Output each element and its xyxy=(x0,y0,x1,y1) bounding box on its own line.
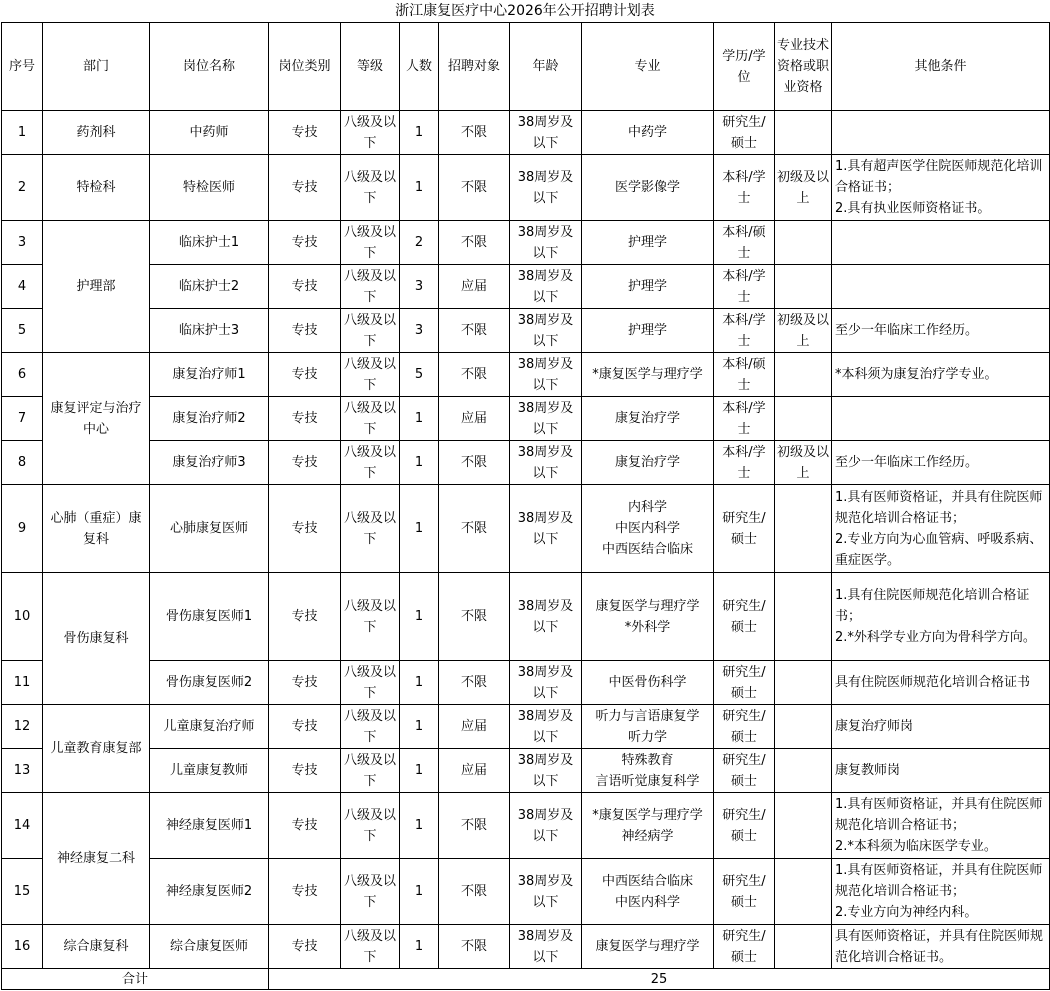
cell-other xyxy=(832,397,1050,441)
cell-count: 3 xyxy=(400,309,439,353)
cell-education: 研究生/硕士 xyxy=(714,573,775,661)
cell-position: 康复治疗师2 xyxy=(150,397,269,441)
cell-other: 1.具有医师资格证，并具有住院医师规范化培训合格证书； 2.专业方向为神经内科。 xyxy=(832,859,1050,925)
cell-other: 康复教师岗 xyxy=(832,749,1050,793)
cell-education: 本科/硕士 xyxy=(714,221,775,265)
cell-major: *康复医学与理疗学 xyxy=(582,353,714,397)
cell-count: 1 xyxy=(400,705,439,749)
cell-category: 专技 xyxy=(269,221,341,265)
cell-target: 应届 xyxy=(439,397,510,441)
cell-qualification xyxy=(775,749,832,793)
cell-other: 至少一年临床工作经历。 xyxy=(832,309,1050,353)
cell-other: 1.具有超声医学住院医师规范化培训合格证书； 2.具有执业医师资格证书。 xyxy=(832,155,1050,221)
cell-count: 1 xyxy=(400,661,439,705)
cell-level: 八级及以下 xyxy=(341,859,400,925)
table-row xyxy=(2,111,1050,155)
cell-target: 不限 xyxy=(439,859,510,925)
cell-major: 医学影像学 xyxy=(582,155,714,221)
total-row xyxy=(2,969,1050,990)
cell-level: 八级及以下 xyxy=(341,485,400,573)
cell-count: 1 xyxy=(400,749,439,793)
cell-age: 38周岁及以下 xyxy=(510,859,582,925)
cell-other: 具有医师资格证，并具有住院医师规范化培训合格证书。 xyxy=(832,925,1050,969)
cell-position: 康复治疗师1 xyxy=(150,353,269,397)
cell-level: 八级及以下 xyxy=(341,221,400,265)
header-row xyxy=(2,23,1050,111)
cell-category: 专技 xyxy=(269,793,341,859)
cell-seq: 8 xyxy=(2,441,43,485)
cell-major: 护理学 xyxy=(582,265,714,309)
cell-target: 不限 xyxy=(439,485,510,573)
cell-dept: 护理部 xyxy=(43,221,150,353)
cell-qualification xyxy=(775,661,832,705)
cell-age: 38周岁及以下 xyxy=(510,397,582,441)
table-row xyxy=(2,221,1050,265)
cell-education: 研究生/硕士 xyxy=(714,705,775,749)
cell-qualification xyxy=(775,793,832,859)
cell-qualification xyxy=(775,705,832,749)
cell-target: 不限 xyxy=(439,309,510,353)
cell-level: 八级及以下 xyxy=(341,705,400,749)
cell-other xyxy=(832,111,1050,155)
header-other: 其他条件 xyxy=(832,23,1050,111)
cell-other: 1.具有医师资格证，并具有住院医师规范化培训合格证书； 2.*本科须为临床医学专业。 xyxy=(832,793,1050,859)
cell-target: 不限 xyxy=(439,111,510,155)
cell-other: 1.具有住院医师规范化培训合格证书； 2.*外科学专业方向为骨科学方向。 xyxy=(832,573,1050,661)
cell-position: 骨伤康复医师2 xyxy=(150,661,269,705)
cell-seq: 13 xyxy=(2,749,43,793)
cell-level: 八级及以下 xyxy=(341,353,400,397)
cell-age: 38周岁及以下 xyxy=(510,925,582,969)
page-title: 浙江康复医疗中心2026年公开招聘计划表 xyxy=(395,3,655,19)
cell-count: 1 xyxy=(400,485,439,573)
header-education: 学历/学位 xyxy=(714,23,775,111)
table-row xyxy=(2,705,1050,749)
cell-seq: 14 xyxy=(2,793,43,859)
cell-qualification xyxy=(775,859,832,925)
cell-category: 专技 xyxy=(269,749,341,793)
cell-count: 1 xyxy=(400,925,439,969)
table-row xyxy=(2,573,1050,661)
cell-qualification xyxy=(775,111,832,155)
cell-qualification xyxy=(775,397,832,441)
cell-position: 儿童康复治疗师 xyxy=(150,705,269,749)
cell-education: 本科/学士 xyxy=(714,155,775,221)
header-position: 岗位名称 xyxy=(150,23,269,111)
cell-position: 心肺康复医师 xyxy=(150,485,269,573)
cell-position: 康复治疗师3 xyxy=(150,441,269,485)
table-row xyxy=(2,155,1050,221)
cell-count: 1 xyxy=(400,111,439,155)
cell-education: 本科/学士 xyxy=(714,265,775,309)
cell-education: 研究生/硕士 xyxy=(714,661,775,705)
cell-other: *本科须为康复治疗学专业。 xyxy=(832,353,1050,397)
cell-count: 1 xyxy=(400,397,439,441)
cell-level: 八级及以下 xyxy=(341,155,400,221)
cell-age: 38周岁及以下 xyxy=(510,749,582,793)
table-row xyxy=(2,661,1050,705)
cell-major: *康复医学与理疗学 神经病学 xyxy=(582,793,714,859)
cell-count: 1 xyxy=(400,155,439,221)
header-count: 人数 xyxy=(400,23,439,111)
cell-position: 儿童康复教师 xyxy=(150,749,269,793)
cell-level: 八级及以下 xyxy=(341,441,400,485)
cell-position: 神经康复医师2 xyxy=(150,859,269,925)
cell-qualification xyxy=(775,925,832,969)
cell-level: 八级及以下 xyxy=(341,925,400,969)
cell-count: 1 xyxy=(400,573,439,661)
cell-other: 1.具有医师资格证，并具有住院医师规范化培训合格证书； 2.专业方向为心血管病、呼吸系病、重症医学。 xyxy=(832,485,1050,573)
cell-category: 专技 xyxy=(269,309,341,353)
cell-education: 研究生/硕士 xyxy=(714,111,775,155)
header-dept: 部门 xyxy=(43,23,150,111)
table-row xyxy=(2,749,1050,793)
cell-seq: 6 xyxy=(2,353,43,397)
cell-position: 中药师 xyxy=(150,111,269,155)
cell-other xyxy=(832,221,1050,265)
cell-major: 康复治疗学 xyxy=(582,397,714,441)
header-qualification: 专业技术资格或职业资格 xyxy=(775,23,832,111)
cell-position: 综合康复医师 xyxy=(150,925,269,969)
recruitment-table xyxy=(1,22,1050,990)
cell-qualification xyxy=(775,573,832,661)
table-row xyxy=(2,265,1050,309)
cell-category: 专技 xyxy=(269,265,341,309)
cell-education: 本科/学士 xyxy=(714,309,775,353)
cell-target: 不限 xyxy=(439,925,510,969)
cell-other: 至少一年临床工作经历。 xyxy=(832,441,1050,485)
cell-major: 护理学 xyxy=(582,221,714,265)
cell-age: 38周岁及以下 xyxy=(510,111,582,155)
cell-category: 专技 xyxy=(269,859,341,925)
cell-education: 本科/学士 xyxy=(714,441,775,485)
cell-education: 研究生/硕士 xyxy=(714,749,775,793)
cell-target: 不限 xyxy=(439,353,510,397)
cell-category: 专技 xyxy=(269,441,341,485)
cell-education: 本科/硕士 xyxy=(714,353,775,397)
cell-seq: 12 xyxy=(2,705,43,749)
cell-qualification xyxy=(775,221,832,265)
cell-qualification: 初级及以上 xyxy=(775,441,832,485)
cell-age: 38周岁及以下 xyxy=(510,221,582,265)
table-row xyxy=(2,397,1050,441)
table-row xyxy=(2,793,1050,859)
cell-major: 听力与言语康复学 听力学 xyxy=(582,705,714,749)
table-row xyxy=(2,925,1050,969)
cell-age: 38周岁及以下 xyxy=(510,441,582,485)
cell-level: 八级及以下 xyxy=(341,793,400,859)
cell-seq: 10 xyxy=(2,573,43,661)
cell-major: 康复医学与理疗学 xyxy=(582,925,714,969)
cell-position: 神经康复医师1 xyxy=(150,793,269,859)
cell-category: 专技 xyxy=(269,111,341,155)
cell-category: 专技 xyxy=(269,397,341,441)
cell-major: 中西医结合临床 中医内科学 xyxy=(582,859,714,925)
table-row xyxy=(2,353,1050,397)
cell-qualification xyxy=(775,265,832,309)
cell-age: 38周岁及以下 xyxy=(510,309,582,353)
cell-dept: 骨伤康复科 xyxy=(43,573,150,705)
cell-seq: 15 xyxy=(2,859,43,925)
cell-dept: 神经康复二科 xyxy=(43,793,150,925)
cell-position: 骨伤康复医师1 xyxy=(150,573,269,661)
cell-count: 1 xyxy=(400,859,439,925)
cell-dept: 心肺（重症）康复科 xyxy=(43,485,150,573)
cell-dept: 综合康复科 xyxy=(43,925,150,969)
cell-seq: 2 xyxy=(2,155,43,221)
header-level: 等级 xyxy=(341,23,400,111)
cell-age: 38周岁及以下 xyxy=(510,793,582,859)
cell-count: 3 xyxy=(400,265,439,309)
cell-position: 临床护士1 xyxy=(150,221,269,265)
cell-seq: 1 xyxy=(2,111,43,155)
header-category: 岗位类别 xyxy=(269,23,341,111)
table-row xyxy=(2,859,1050,925)
cell-position: 临床护士3 xyxy=(150,309,269,353)
cell-age: 38周岁及以下 xyxy=(510,705,582,749)
cell-category: 专技 xyxy=(269,573,341,661)
cell-qualification xyxy=(775,485,832,573)
cell-target: 应届 xyxy=(439,749,510,793)
cell-age: 38周岁及以下 xyxy=(510,485,582,573)
cell-qualification: 初级及以上 xyxy=(775,155,832,221)
cell-other: 具有住院医师规范化培训合格证书 xyxy=(832,661,1050,705)
cell-major: 中药学 xyxy=(582,111,714,155)
cell-age: 38周岁及以下 xyxy=(510,353,582,397)
cell-age: 38周岁及以下 xyxy=(510,265,582,309)
cell-other: 康复治疗师岗 xyxy=(832,705,1050,749)
cell-position: 特检医师 xyxy=(150,155,269,221)
cell-target: 不限 xyxy=(439,155,510,221)
cell-education: 研究生/硕士 xyxy=(714,859,775,925)
cell-target: 应届 xyxy=(439,265,510,309)
cell-level: 八级及以下 xyxy=(341,397,400,441)
cell-count: 1 xyxy=(400,441,439,485)
cell-category: 专技 xyxy=(269,705,341,749)
cell-position: 临床护士2 xyxy=(150,265,269,309)
cell-age: 38周岁及以下 xyxy=(510,661,582,705)
header-age: 年龄 xyxy=(510,23,582,111)
cell-seq: 5 xyxy=(2,309,43,353)
total-value: 25 xyxy=(269,969,1050,990)
cell-target: 应届 xyxy=(439,705,510,749)
total-label: 合计 xyxy=(2,969,269,990)
cell-education: 研究生/硕士 xyxy=(714,793,775,859)
cell-level: 八级及以下 xyxy=(341,661,400,705)
cell-target: 不限 xyxy=(439,661,510,705)
cell-major: 中医骨伤科学 xyxy=(582,661,714,705)
cell-count: 1 xyxy=(400,793,439,859)
cell-category: 专技 xyxy=(269,925,341,969)
cell-qualification xyxy=(775,353,832,397)
cell-education: 本科/学士 xyxy=(714,397,775,441)
cell-age: 38周岁及以下 xyxy=(510,155,582,221)
cell-major: 护理学 xyxy=(582,309,714,353)
cell-qualification: 初级及以上 xyxy=(775,309,832,353)
header-seq: 序号 xyxy=(2,23,43,111)
cell-level: 八级及以下 xyxy=(341,749,400,793)
header-target: 招聘对象 xyxy=(439,23,510,111)
cell-seq: 9 xyxy=(2,485,43,573)
cell-category: 专技 xyxy=(269,155,341,221)
cell-count: 2 xyxy=(400,221,439,265)
cell-education: 研究生/硕士 xyxy=(714,925,775,969)
cell-target: 不限 xyxy=(439,793,510,859)
cell-category: 专技 xyxy=(269,353,341,397)
cell-seq: 3 xyxy=(2,221,43,265)
cell-major: 特殊教育 言语听觉康复科学 xyxy=(582,749,714,793)
cell-major: 内科学 中医内科学 中西医结合临床 xyxy=(582,485,714,573)
cell-dept: 康复评定与治疗中心 xyxy=(43,353,150,485)
table-row xyxy=(2,309,1050,353)
cell-dept: 药剂科 xyxy=(43,111,150,155)
cell-age: 38周岁及以下 xyxy=(510,573,582,661)
cell-seq: 11 xyxy=(2,661,43,705)
cell-seq: 4 xyxy=(2,265,43,309)
table-row xyxy=(2,441,1050,485)
cell-target: 不限 xyxy=(439,221,510,265)
cell-major: 康复治疗学 xyxy=(582,441,714,485)
header-major: 专业 xyxy=(582,23,714,111)
cell-level: 八级及以下 xyxy=(341,265,400,309)
cell-dept: 特检科 xyxy=(43,155,150,221)
cell-category: 专技 xyxy=(269,661,341,705)
cell-target: 不限 xyxy=(439,573,510,661)
cell-level: 八级及以下 xyxy=(341,111,400,155)
cell-target: 不限 xyxy=(439,441,510,485)
cell-dept: 儿童教育康复部 xyxy=(43,705,150,793)
cell-count: 5 xyxy=(400,353,439,397)
cell-major: 康复医学与理疗学 *外科学 xyxy=(582,573,714,661)
cell-level: 八级及以下 xyxy=(341,573,400,661)
cell-other xyxy=(832,265,1050,309)
cell-seq: 7 xyxy=(2,397,43,441)
cell-level: 八级及以下 xyxy=(341,309,400,353)
table-row xyxy=(2,485,1050,573)
cell-seq: 16 xyxy=(2,925,43,969)
cell-education: 研究生/硕士 xyxy=(714,485,775,573)
cell-category: 专技 xyxy=(269,485,341,573)
